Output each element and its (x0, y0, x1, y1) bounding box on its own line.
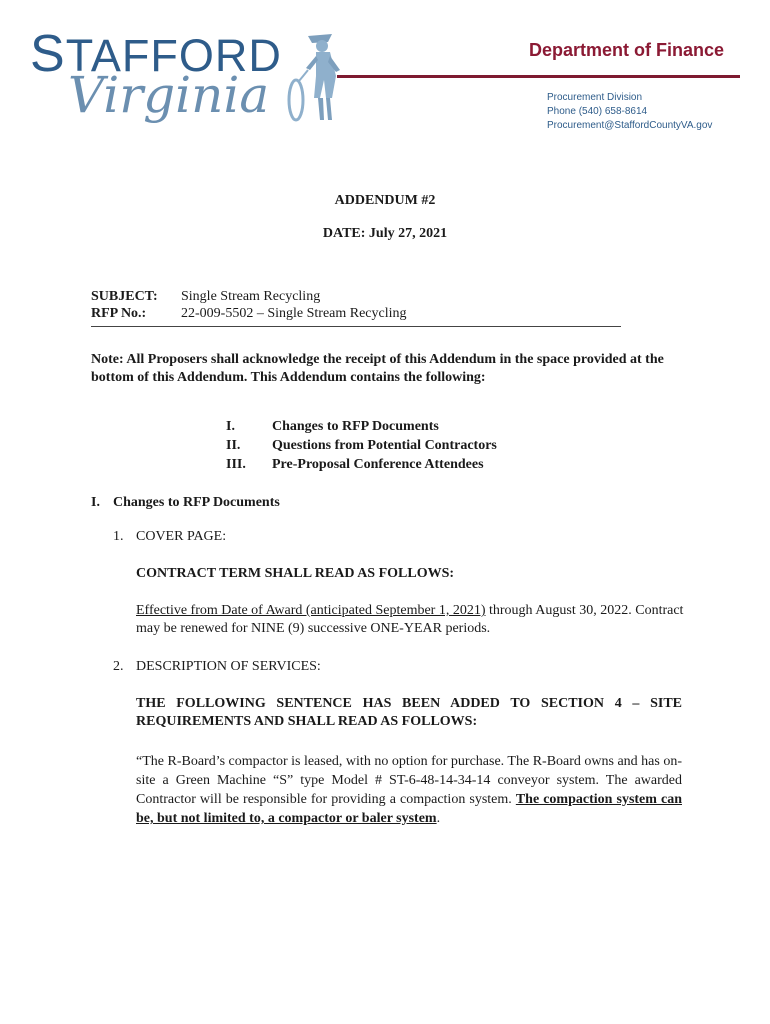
logo-script-text: Virginia (68, 66, 270, 124)
item-1-number: 1. (113, 529, 124, 544)
section-1-number: I. (91, 495, 100, 510)
stafford-virginia-logo (28, 25, 338, 128)
subject-value: Single Stream Recycling (181, 289, 321, 304)
addendum-date: DATE: July 27, 2021 (322, 226, 448, 241)
section-1-title: Changes to RFP Documents (113, 495, 280, 510)
item-1-title: COVER PAGE: (136, 529, 227, 544)
email-address: Procurement@StaffordCountyVA.gov (547, 120, 713, 131)
item-2-heading: THE FOLLOWING SENTENCE HAS BEEN ADDED TO SECTION 4 – SITE REQUIREMENTS AND SHALL READ AS FOLLOWS: (136, 696, 682, 729)
contact-info (547, 91, 747, 133)
logo-wordmark: STAFFORD (30, 25, 282, 83)
department-title: Department of Finance (528, 40, 724, 60)
rfp-label: RFP No.: (91, 306, 147, 321)
item-1-heading: CONTRACT TERM SHALL READ AS FOLLOWS: (136, 566, 455, 581)
division-name: Procurement Division (547, 92, 643, 103)
phone-number: Phone (540) 658-8614 (547, 106, 648, 117)
compactor-quote: “The R-Board’s compactor is leased, with no option for purchase. The R-Board owns and has on-site a Green Machine “S” type Model # ST-6-48-14-34-14 conveyor system. The awarded Contractor will be responsible for providing a compaction system. (136, 754, 682, 807)
compaction-system-note: The compaction system can be, but not limited to, a compactor or baler system (136, 792, 682, 826)
acknowledgement-note: Note: All Proposers shall acknowledge the receipt of this Addendum in the space provided at the bottom of this Addendum. This Addendum contains the following: (91, 352, 664, 385)
item-2-number: 2. (113, 659, 124, 674)
subject-divider (91, 326, 621, 327)
toc-item-3: Pre-Proposal Conference Attendees (272, 457, 484, 472)
header-divider (337, 75, 740, 78)
item-2-title: DESCRIPTION OF SERVICES: (136, 659, 321, 674)
rfp-value: 22-009-5502 – Single Stream Recycling (181, 306, 407, 321)
quote-end: . (436, 811, 441, 826)
subject-label: SUBJECT: (91, 289, 158, 304)
toc-item-2: Questions from Potential Contractors (272, 438, 497, 453)
toc-num-2: II. (226, 438, 241, 453)
toc-num-1: I. (226, 419, 235, 434)
addendum-title: ADDENDUM #2 (334, 193, 436, 208)
compactor-description (136, 752, 682, 828)
toc-item-1: Changes to RFP Documents (272, 419, 439, 434)
colonial-figure-icon (270, 28, 350, 128)
contract-term-rest: through August 30, 2022. Contract may be renewed for NINE (9) successive ONE-YEAR periods. (136, 603, 684, 636)
contract-term-effective: Effective from Date of Award (anticipated September 1, 2021) (136, 603, 486, 618)
toc-num-3: III. (226, 457, 246, 472)
contract-term-text (136, 602, 684, 638)
